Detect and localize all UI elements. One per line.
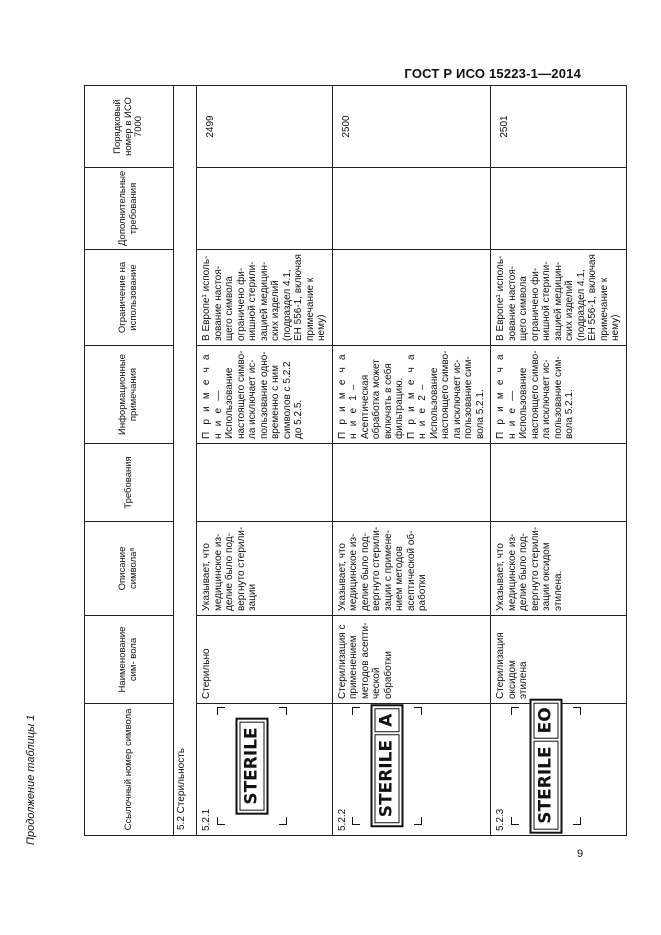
- additional-cell: [491, 168, 627, 250]
- ref-number: 5.2.3: [495, 808, 506, 831]
- symbol-label: STERILE EO: [529, 698, 562, 833]
- section-title: 5.2 Стерильность: [174, 86, 197, 836]
- note-text: Использование настоящего симво- ла исключает ис- пользование одно- временно с ним символов с 5.2.2 до 5.2.5.: [224, 350, 304, 439]
- header-iso-number: Порядковый номер в ИСО 7000: [85, 86, 174, 168]
- header-description: Описание символаᵃ: [85, 522, 174, 616]
- ref-cell: [491, 704, 627, 836]
- ref-number: 5.2.2: [336, 808, 348, 831]
- continuation-label: Продолжение таблицы 1: [25, 714, 37, 845]
- table-header-row: [85, 86, 174, 836]
- rotated-table-container: [84, 86, 621, 836]
- sterile-symbol-icon: [217, 707, 287, 825]
- iso-number-cell: 2500: [332, 86, 491, 168]
- note-text: – Асептическая обработка может включать в себя фильтрацию.: [348, 359, 405, 439]
- notes-cell: [197, 346, 333, 444]
- ref-cell: [332, 704, 491, 836]
- restriction-cell: В Европе¹ исполь- зование настоя- щего символа ограничено фи- нишной стерили- зацией медицин- ских изделий (подраздел 4.1, EH 556-1, включая примечание к нему): [491, 250, 627, 346]
- name-cell: Стерилизация оксидом этилена: [491, 616, 627, 704]
- notes-cell: [332, 346, 491, 444]
- name-cell: Стерилизация с применением методов асепти- ческой обработки: [332, 616, 491, 704]
- iso-number-cell: 2499: [197, 86, 333, 168]
- requirements-cell: [491, 444, 627, 522]
- sterile-a-symbol-icon: [352, 707, 422, 825]
- table-row: [332, 86, 491, 836]
- ref-cell: [197, 704, 333, 836]
- note2-label: П р и м е ч а н и е 2: [405, 352, 428, 439]
- restriction-cell: В Европе¹ исполь- зование настоя- щего символа ограничено фи- нишной стерили- зацией медицин- ских изделий (подраздел 4.1, EH 556-1, включая примечание к нему): [197, 250, 333, 346]
- page-number: 9: [577, 848, 584, 860]
- additional-cell: [332, 168, 491, 250]
- header-notes: Информационные примечания: [85, 346, 174, 444]
- restriction-cell: [332, 250, 491, 346]
- requirements-cell: [197, 444, 333, 522]
- symbol-label: STERILE A: [371, 705, 404, 828]
- symbol-label: STERILE: [235, 717, 268, 814]
- symbols-table: [84, 85, 627, 836]
- notes-cell: [491, 346, 627, 444]
- note2-text: – Использование настоящего симво- ла исключает ис- пользование сим- вола 5.2.1.: [417, 350, 486, 439]
- ref-number: 5.2.1: [201, 808, 212, 831]
- iso-number-cell: 2501: [491, 86, 627, 168]
- header-name: Наименование сим- вола: [85, 616, 174, 704]
- additional-cell: [197, 168, 333, 250]
- header-requirements: Требования: [85, 444, 174, 522]
- note-text: Использование настоящего симво- ла исключает ис- пользование сим- вола 5.2.1.: [518, 350, 575, 439]
- description-cell: Указывает, что медицинское из- делие было под- вергнуто стерили- зации с примене- нием методов асептической об- работки: [332, 522, 491, 616]
- description-cell: Указывает, что медицинское из- делие было под- вергнуто стерили- зации оксидом этилена.: [491, 522, 627, 616]
- header-additional: Дополнительные требования: [85, 168, 174, 250]
- name-cell: Стерильно: [197, 616, 333, 704]
- sterile-eo-symbol-icon: [511, 707, 581, 825]
- note-label: П р и м е ч а н и е 1: [336, 352, 359, 439]
- note-label: П р и м е ч а н и е —: [201, 352, 224, 439]
- header-ref: Ссылочный номер символа: [85, 704, 174, 836]
- note-label: П р и м е ч а н и е —: [495, 352, 518, 439]
- requirements-cell: [332, 444, 491, 522]
- description-cell: Указывает, что медицинское из- делие было под- вергнуто стерили- зации: [197, 522, 333, 616]
- section-row: [174, 86, 197, 836]
- table-row: [197, 86, 333, 836]
- header-restriction: Ограничение на использование: [85, 250, 174, 346]
- document-header: ГОСТ Р ИСО 15223-1—2014: [404, 66, 581, 81]
- table-row: [491, 86, 627, 836]
